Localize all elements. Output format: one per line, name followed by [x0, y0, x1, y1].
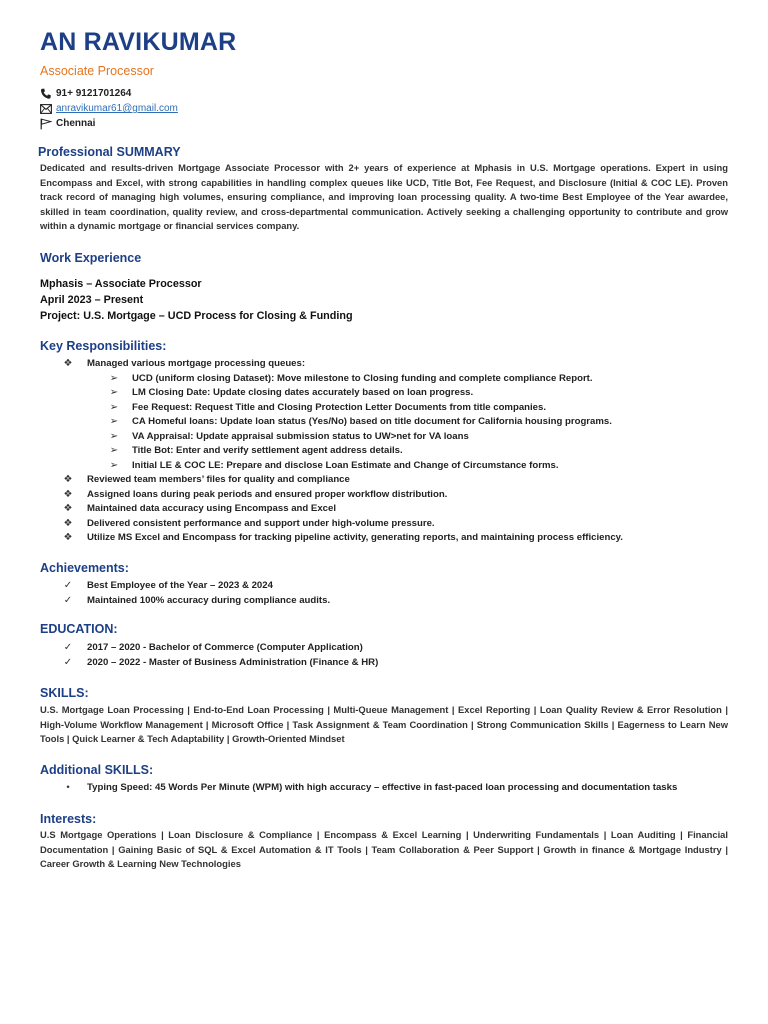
- interests-heading: Interests:: [40, 812, 97, 826]
- phone-icon: [40, 88, 54, 100]
- check-icon: ✓: [63, 657, 73, 668]
- job-company: Mphasis – Associate Processor: [40, 278, 202, 290]
- arrow-bullet-icon: ➢: [109, 445, 119, 456]
- arrow-bullet-icon: ➢: [109, 401, 119, 413]
- summary-heading: Professional SUMMARY: [38, 145, 181, 159]
- resume-page: AN RAVIKUMAR Associate Processor 91+ 9121701264 anravikumar61@gmail.com Chennai Professional SUMMARY Dedicated and results-driven Mortgage Associate Processor with 2+ years of experience at Mphasis in U.S. Mortgage operations. Expert in using Encompass and Excel, with strong capabilities in handling complex queues like UCD, Title Bot, Fee Request, and Disclosure (Initial & COC LE). Proven track record of managing high volumes, ensuring compliance, and improving loan processing quality. A two-time Best Employee of the Year awardee, skilled in team coordination, quality review, and cross-departmental communication. Actively seeking a challenging opportunity to contribute and grow within a dynamic mortgage or financial services company. Work Experience Mphasis – Associate Processor April 2023 – Present Project: U.S. Mortgage – UCD Process for Closing & Funding Key Responsibilities: ❖ Managed various mortgage processing queues: ➢ UCD (uniform closing Dataset): Move milestone to Closing funding and complete compliance Report. ➢ LM Closing Date: Update closing dates accurately based on loan progress. ➢ Fee Request: Request Title and Closing Protection Letter Documents from title companies. ➢ CA Homeful loans: Update loan status (Yes/No) based on title document for California housing programs. ➢ VA Appraisal: Update appraisal submission status to UW>net for VA loans ➢ Title Bot: Enter and verify settlement agent address details. ➢ Initial LE & COC LE: Prepare and disclose Loan Estimate and Change of Circumstance forms. ❖ Reviewed team members’ files for quality and compliance ❖ Assigned loans during peak periods and ensured proper workflow distribution. ❖ Maintained data accuracy using Encompass and Excel ❖ Delivered consistent performance and support under high-volume pressure. ❖ Utilize MS Excel and Encompass for tracking pipeline activity, generating reports, and maintaining process efficiency. Achievements: ✓ Best Employee of the Year – 2023 & 2024 ✓ Maintained 100% accuracy during compliance audits. EDUCATION: ✓ 2017 – 2020 - Bachelor of Commerce (Computer Application) ✓ 2020 – 2022 - Master of Business Administration (Finance & HR) SKILLS: U.S. Mortgage Loan Processing | End-to-End Loan Processing | Multi-Queue Management | Excel Reporting | Loan Quality Review & Error Resolution | High-Volume Workflow Management | Microsoft Office | Task Assignment & Team Coordination | Strong Communication Skills | Eagerness to Learn New Tools | Quick Learner & Tech Adaptability | Growth-Oriented Mindset Additional SKILLS: • Typing Speed: 45 Words Per Minute (WPM) with high accuracy – effective in fast-paced loan processing and documentation tasks Interests: U.S Mortgage Operations | Loan Disclosure & Compliance | Encompass & Excel Learning | Underwriting Fundamentals | Loan Auditing | Financial Documentation | Gaining Basic of SQL & Excel Automation & IT Tools | Team Collaboration & Peer Support | Growth in finance & Mortgage Industry | Career Growth & Learning New Technologies: [0, 0, 768, 1024]
- work-experience-heading: Work Experience: [40, 251, 142, 265]
- phone-row: [40, 87, 131, 101]
- flag-icon: [40, 118, 54, 130]
- responsibilities-heading: Key Responsibilities:: [40, 339, 167, 353]
- location: Chennai: [56, 118, 96, 129]
- arrow-bullet-icon: ➢: [109, 416, 119, 427]
- diamond-bullet-icon: ❖: [63, 358, 73, 369]
- check-icon: ✓: [63, 595, 73, 606]
- check-icon: ✓: [63, 580, 73, 591]
- job-dates: April 2023 – Present: [40, 294, 144, 306]
- location-row: [40, 117, 95, 131]
- check-icon: ✓: [63, 642, 73, 653]
- diamond-bullet-icon: ❖: [63, 474, 73, 485]
- job-project: Project: U.S. Mortgage – UCD Process for Closing & Funding: [40, 310, 353, 322]
- education-heading: EDUCATION:: [40, 622, 118, 636]
- interests-text: U.S Mortgage Operations | Loan Disclosure & Compliance | Encompass & Excel Learning | Underwriting Fundamentals | Loan Auditing | Financial Documentation | Gaining Basic of SQL & Excel Automation & IT Tools | Team Collaboration & Peer Support | Growth in finance & Mortgage Industry | Career Growth & Learning New Technologies: [40, 829, 728, 870]
- arrow-bullet-icon: ➢: [109, 459, 119, 471]
- arrow-bullet-icon: ➢: [109, 372, 119, 384]
- diamond-bullet-icon: ❖: [63, 488, 73, 500]
- candidate-name: AN RAVIKUMAR: [40, 28, 237, 56]
- phone-number: 91+ 9121701264: [56, 88, 132, 99]
- email-row: [40, 102, 178, 116]
- job-title: Associate Processor: [40, 64, 154, 78]
- achievements-heading: Achievements:: [40, 561, 129, 575]
- arrow-bullet-icon: ➢: [109, 387, 119, 398]
- skills-text: U.S. Mortgage Loan Processing | End-to-End Loan Processing | Multi-Queue Management | Excel Reporting | Loan Quality Review & Error Resolution | High-Volume Workflow Management | Microsoft Office | Task Assignment & Team Coordination | Strong Communication Skills | Eagerness to Learn New Tools | Quick Learner & Tech Adaptability | Growth-Oriented Mindset: [40, 704, 728, 745]
- summary-text: Dedicated and results-driven Mortgage Associate Processor with 2+ years of experience at Mphasis in U.S. Mortgage operations. Expert in using Encompass and Excel, with strong capabilities in handling complex queues like UCD, Title Bot, Fee Request, and Disclosure (Initial & COC LE). Proven track record of managing high volumes, ensuring compliance, and improving loan processing quality. A two-time Best Employee of the Year awardee, skilled in team coordination, quality review, and cross-departmental communication. Actively seeking a challenging opportunity to contribute and grow within a dynamic mortgage or financial services company.: [40, 162, 728, 232]
- diamond-bullet-icon: ❖: [63, 517, 73, 529]
- arrow-bullet-icon: ➢: [109, 430, 119, 442]
- mail-icon: [40, 104, 54, 114]
- additional-skills-heading: Additional SKILLS:: [40, 763, 154, 777]
- dot-bullet-icon: •: [66, 782, 70, 793]
- email-link[interactable]: anravikumar61@gmail.com: [56, 103, 178, 114]
- diamond-bullet-icon: ❖: [63, 503, 73, 514]
- diamond-bullet-icon: ❖: [63, 532, 73, 543]
- skills-heading: SKILLS:: [40, 686, 89, 700]
